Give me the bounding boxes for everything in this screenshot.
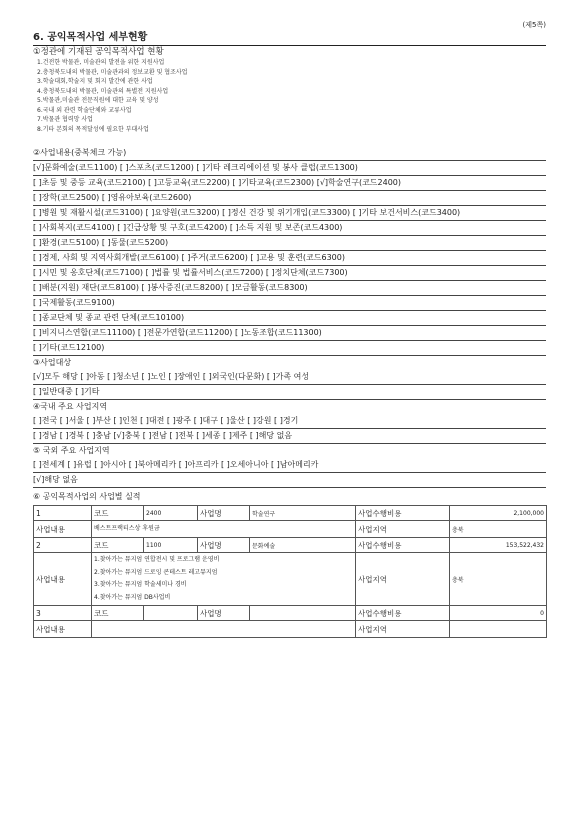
checklist-row: [ ]종교단체 및 종교 관련 단체(코드10100) [33,311,546,326]
checklist-row: [ ]병원 및 재활시설(코드3100) [ ]요양원(코드3200) [ ]정신 건강 및 위기개입(코드3300) [ ]기타 보건서비스(코드3400) [33,206,546,221]
name-label: 사업명 [198,538,250,553]
performance-title: ⑥ 공익목적사업의 사업별 실적 [33,492,141,501]
content-value [92,521,356,538]
content-value [92,621,356,638]
table-row [34,553,547,606]
purpose-title: ①정관에 기재된 공익목적사업 현황 [33,47,164,57]
cost-value: 0 [450,606,547,621]
document-page [33,20,546,638]
purpose-list [33,58,546,134]
checklist-row: [ ]국제활동(코드9100) [33,296,546,311]
content-line: 3.찾아가는 뮤지엄 학술세미나 경비 [94,581,187,588]
checklist-row: [ ]배분(지원) 재단(코드8100) [ ]봉사증진(코드8200) [ ]모금활동(코드8300) [33,281,546,296]
region-label: 사업지역 [356,621,450,638]
code-value [144,606,198,621]
target-checklist [33,370,546,400]
overseas-region-checklist [33,458,546,488]
checklist-row: [ ]전국 [ ]서울 [ ]부산 [ ]인천 [ ]대전 [ ]광주 [ ]대구 [ ]울산 [ ]강원 [ ]경기 [33,414,546,429]
domestic-region-checklist [33,414,546,444]
table-row [34,606,547,621]
table-row [34,521,547,538]
name-value: 학술연구 [250,506,356,521]
name-value: 문화예술 [250,538,356,553]
purpose-item: 3.학술대회,학술지 및 회지 발간에 관한 사업 [37,78,153,85]
name-value [250,606,356,621]
purpose-item: 2.충청북도내의 박물관, 미술관과의 정보교환 및 협조사업 [37,68,188,76]
content-line: 4.찾아가는 뮤지엄 DB사업비 [94,593,171,601]
purpose-item: 1.건전한 박물관, 미술관의 발전을 위한 지원사업 [37,59,165,66]
table-row [34,506,547,521]
target-title: ③사업대상 [33,358,72,367]
cost-label: 사업수행비용 [356,538,450,553]
code-label: 코드 [92,606,144,621]
region-value: 충북 [450,553,547,606]
name-label: 사업명 [198,606,250,621]
form-page-number: (제5쪽) [522,21,546,29]
content-line: 베스트프랙티스상 후원금 [94,524,160,532]
region-value: 충북 [450,521,547,538]
overseas-title: ⑤ 국외 주요 사업지역 [33,446,110,455]
checklist-row: [ ]초등 및 중등 교육(코드2100) [ ]고등교육(코드2200) [ ]기타교육(코드2300) [√]학술연구(코드2400) [33,176,546,191]
domestic-title: ④국내 주요 사업지역 [33,402,108,411]
checklist-row: [√]모두 해당 [ ]아동 [ ]청소년 [ ]노인 [ ]장애인 [ ]외국인(다문화) [ ]가족 여성 [33,370,546,385]
region-label: 사업지역 [356,521,450,538]
checklist-row: [ ]경남 [ ]경북 [ ]충남 [√]충북 [ ]전남 [ ]전북 [ ]세종 [ ]제주 [ ]해당 없음 [33,429,546,444]
content-checklist [33,161,546,356]
cost-value: 153,522,432 [450,538,547,553]
performance-table [33,505,547,638]
purpose-item: 6.국내 외 관련 학술단체와 교류사업 [37,106,132,114]
content-label: 사업내용 [34,553,92,606]
item-number: 3 [34,606,92,621]
purpose-item: 5.박물관,미술관 전문직원에 대한 교육 및 양성 [37,97,159,104]
content-value [92,553,356,606]
table-row [34,538,547,553]
content-label: 사업내용 [34,621,92,638]
checklist-row: [ ]전세계 [ ]유럽 [ ]아시아 [ ]북아메리카 [ ]아프리카 [ ]오세아니아 [ ]남아메리카 [33,458,546,473]
cost-label: 사업수행비용 [356,606,450,621]
purpose-item: 4.충청북도내의 박물관, 미술관의 특별전 지원사업 [37,87,169,95]
content-line: 2.찾아가는 뮤지엄 드로잉 콘테스트 레고뮤지엄 [94,568,218,576]
purpose-item: 7.박물관 협력망 사업 [37,116,93,123]
checklist-row: [ ]사회복지(코드4100) [ ]긴급상황 및 구호(코드4200) [ ]소득 지원 및 보존(코드4300) [33,221,546,236]
checklist-row: [ ]시민 및 옹호단체(코드7100) [ ]법률 및 법률서비스(코드7200) [ ]정치단체(코드7300) [33,266,546,281]
name-label: 사업명 [198,506,250,521]
cost-label: 사업수행비용 [356,506,450,521]
cost-value: 2,100,000 [450,506,547,521]
checklist-row: [ ]비지니스연합(코드11100) [ ]전문가연합(코드11200) [ ]노동조합(코드11300) [33,326,546,341]
checklist-row: [ ]기타(코드12100) [33,341,546,356]
code-value: 1100 [144,538,198,553]
item-number: 2 [34,538,92,553]
content-label: 사업내용 [34,521,92,538]
content-line: 1.찾아가는 뮤지엄 연합전시 및 프로그램 운영비 [94,556,220,563]
checklist-row: [ ]장학(코드2500) [ ]영유아보육(코드2600) [33,191,546,206]
purpose-item: 8.기타 본회의 목적달성에 필요한 부대사업 [37,125,149,133]
region-label: 사업지역 [356,553,450,606]
content-line [94,623,353,636]
checklist-row: [√]해당 없음 [33,473,546,488]
checklist-row: [ ]경제, 사회 및 지역사회개발(코드6100) [ ]주거(코드6200) [ ]고용 및 훈련(코드6300) [33,251,546,266]
section-title: 6. 공익목적사업 세부현황 [33,31,546,46]
code-value: 2400 [144,506,198,521]
checklist-row: [√]문화예술(코드1100) [ ]스포츠(코드1200) [ ]기타 레크리에이션 및 봉사 클럽(코드1300) [33,161,546,176]
region-value [450,621,547,638]
code-label: 코드 [92,538,144,553]
content-title: ②사업내용(중복체크 가능) [33,146,546,161]
table-row [34,621,547,638]
code-label: 코드 [92,506,144,521]
checklist-row: [ ]일반대중 [ ]기타 [33,385,546,400]
checklist-row: [ ]환경(코드5100) [ ]동물(코드5200) [33,236,546,251]
item-number: 1 [34,506,92,521]
